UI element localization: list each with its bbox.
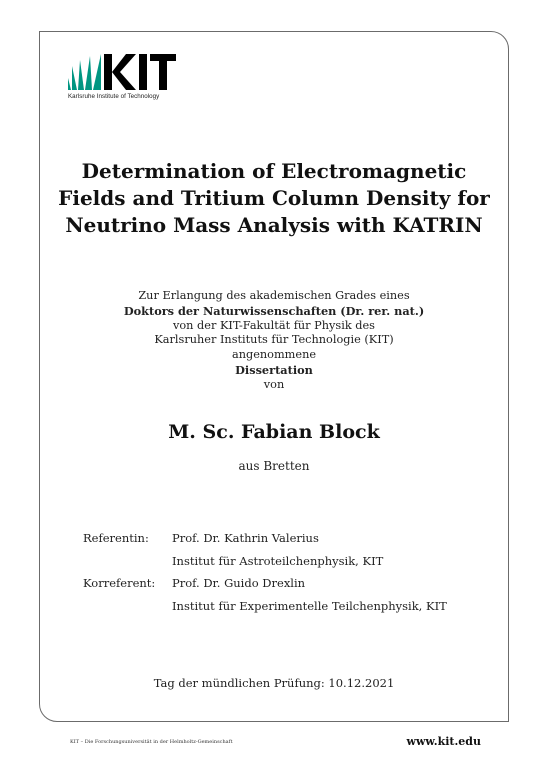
exam-date: Tag der mündlichen Prüfung: 10.12.2021	[153, 676, 395, 690]
degree-line: Zur Erlangung des akademischen Grades eines	[138, 289, 410, 302]
document-type: Dissertation	[235, 362, 313, 377]
logo-caption: Karlsruhe Institute of Technology	[68, 93, 160, 100]
title-line: Neutrino Mass Analysis with KATRIN	[65, 213, 483, 237]
degree-statement	[39, 289, 509, 393]
referee-name: Prof. Dr. Kathrin Valerius	[172, 531, 319, 545]
author-origin: aus Bretten	[238, 459, 310, 473]
coreferee-name: Prof. Dr. Guido Drexlin	[172, 576, 306, 591]
referee-institute: Institut für Astroteilchenphysik, KIT	[172, 553, 384, 568]
degree-line: von	[263, 377, 285, 391]
coreferee-role: Korreferent:	[83, 576, 156, 591]
degree-name: Doktors der Naturwissenschaften (Dr. rer. nat.)	[123, 303, 425, 318]
degree-line: Karlsruher Instituts für Technologie (KIT)	[154, 333, 394, 347]
kit-logo	[68, 52, 178, 104]
degree-line: von der KIT-Fakultät für Physik des	[173, 318, 375, 332]
author-name: M. Sc. Fabian Block	[168, 421, 380, 443]
referee-role: Referentin:	[83, 531, 149, 545]
footer-url[interactable]: www.kit.edu	[406, 735, 481, 748]
thesis-title	[39, 158, 509, 239]
footer-tagline: KIT – Die Forschungsuniversität in der Helmholtz-Gemeinschaft	[70, 739, 233, 745]
kit-logo-icon	[68, 52, 178, 92]
coreferee-institute: Institut für Experimentelle Teilchenphysik, KIT	[172, 598, 447, 613]
title-line: Fields and Tritium Column Density for	[58, 186, 490, 210]
degree-line: angenommene	[231, 348, 317, 362]
title-line: Determination of Electromagnetic	[81, 159, 467, 183]
